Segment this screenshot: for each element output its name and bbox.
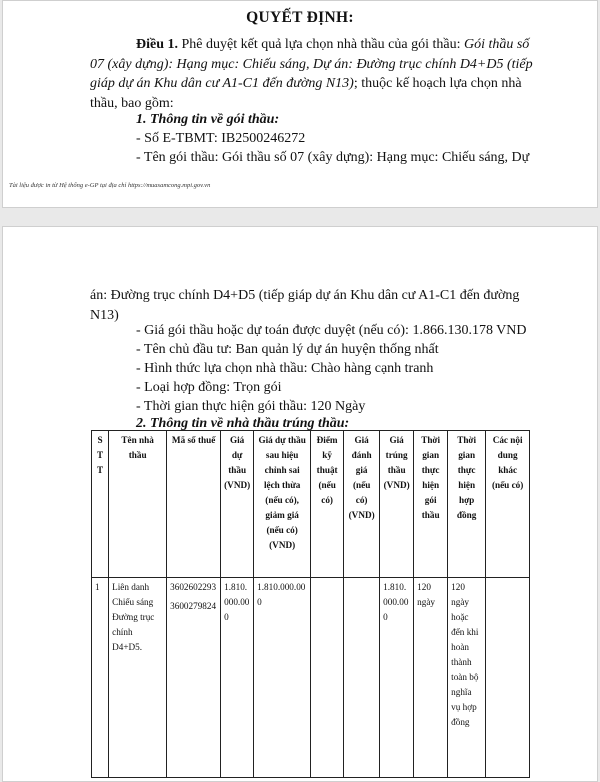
- col-header-eval-price: Giá đánh giá (nếu có) (VND): [344, 431, 380, 578]
- cell-award-price: 1.810.000.000: [380, 578, 414, 778]
- cell-tech-score: [311, 578, 344, 778]
- article-tail: ; thuộc kế hoạch lựa chọn nhà thầu, bao gồm:: [90, 76, 522, 111]
- col-header-package-time: Thời gian thực hiện gói thầu: [414, 431, 448, 578]
- article-label: Điều 1.: [136, 37, 178, 52]
- contract-type: - Loại hợp đồng: Trọn gói: [136, 380, 282, 395]
- cell-stt: 1: [92, 578, 109, 778]
- page-footer: Tài liệu được in từ Hệ thống e-GP tại địa chỉ https://muasamcong.mpi.gov.vn: [9, 182, 211, 189]
- cell-package-time: 120 ngày: [414, 578, 448, 778]
- col-header-other: Các nội dung khác (nếu có): [486, 431, 530, 578]
- col-header-tax-code: Mã số thuế: [167, 431, 221, 578]
- col-header-contract-time: Thời gian thực hiện hợp đồng: [448, 431, 486, 578]
- package-name-continued: án: Đường trục chính D4+D5 (tiếp giáp dự án Khu dân cư A1-C1 đến đường N13): [90, 288, 520, 323]
- table-row: [92, 578, 530, 778]
- col-header-tech-score: Điểm kỹ thuật (nếu có): [311, 431, 344, 578]
- document-page-2: [2, 226, 598, 782]
- tax-code-1: 3602602293: [170, 582, 217, 592]
- col-header-adjusted-price: Giá dự thầu sau hiệu chỉnh sai lệch thừa (nếu có), giảm giá (nếu có) (VND): [254, 431, 311, 578]
- col-header-bid-price: Giá dự thầu (VND): [221, 431, 254, 578]
- cell-other: [486, 578, 530, 778]
- table-header-row: [92, 431, 530, 578]
- cell-tax-codes: [167, 578, 221, 778]
- package-duration: - Thời gian thực hiện gói thầu: 120 Ngày: [136, 399, 366, 414]
- package-price: - Giá gói thầu hoặc dự toán được duyệt (nếu có): 1.866.130.178 VND: [136, 323, 527, 338]
- cell-eval-price: [344, 578, 380, 778]
- cell-contract-time: 120 ngày hoặc đến khi hoàn thành toàn bộ nghĩa vụ hợp đồng: [448, 578, 486, 778]
- article-package: Gói thầu số 07 (xây dựng): Hạng mục: Chiếu sáng, Dự án: Đường trục chính D4+D5 (tiếp giáp dự án Khu dân cư A1-C1 đến đường N13): [90, 37, 533, 91]
- section-2-title: 2. Thông tin về nhà thầu trúng thầu:: [136, 416, 350, 431]
- cell-adjusted-price: 1.810.000.000: [254, 578, 311, 778]
- article-1-paragraph: [90, 35, 542, 113]
- col-header-stt: STT: [92, 431, 109, 578]
- col-header-contractor: Tên nhà thầu: [109, 431, 167, 578]
- tax-code-2: 3600279824: [170, 601, 217, 611]
- cell-contractor-name: Liên danh Chiếu sáng Đường trục chính D4+D5.: [109, 578, 167, 778]
- etbmt-number: - Số E-TBMT: IB2500246272: [136, 131, 306, 146]
- decision-heading: QUYẾT ĐỊNH:: [246, 9, 354, 26]
- col-header-award-price: Giá trúng thầu (VND): [380, 431, 414, 578]
- cell-bid-price: 1.810.000.000: [221, 578, 254, 778]
- article-lead: Phê duyệt kết quả lựa chọn nhà thầu của gói thầu:: [178, 37, 464, 52]
- investor-name: - Tên chủ đầu tư: Ban quản lý dự án huyện thống nhất: [136, 342, 439, 357]
- winning-contractor-table: [91, 430, 530, 778]
- section-1-title: 1. Thông tin về gói thầu:: [136, 112, 280, 127]
- selection-method: - Hình thức lựa chọn nhà thầu: Chào hàng cạnh tranh: [136, 361, 434, 376]
- document-page-1: [2, 0, 598, 208]
- package-name-start: - Tên gói thầu: Gói thầu số 07 (xây dựng): Hạng mục: Chiếu sáng, Dự: [136, 150, 530, 165]
